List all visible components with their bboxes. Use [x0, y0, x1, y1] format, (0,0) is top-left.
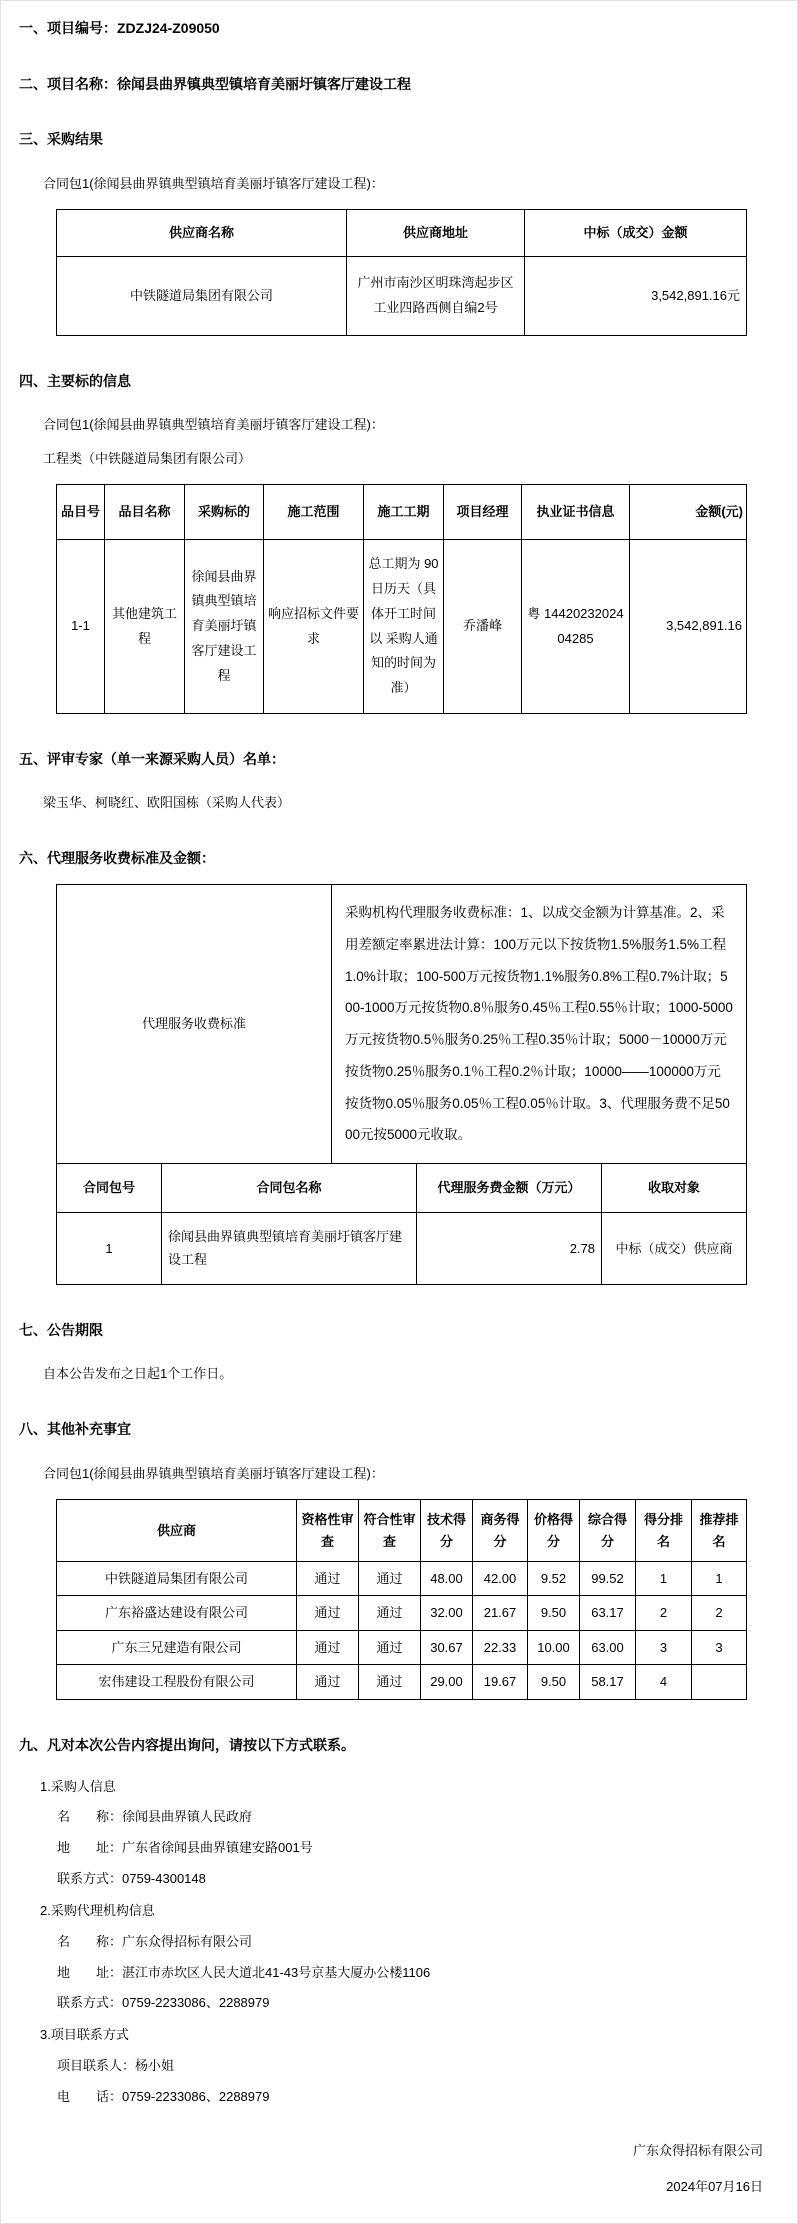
main-subject-table [56, 484, 747, 713]
subject-package-note: 合同包1(徐闻县曲界镇典型镇培育美丽圩镇客厅建设工程)： [43, 417, 384, 433]
header-item-name: 品目名称 [105, 485, 185, 540]
cell-item-name: 其他建筑工程 [105, 540, 185, 713]
table-header-row [57, 210, 747, 257]
table-row [57, 257, 747, 335]
cell-business-score: 19.67 [473, 1665, 528, 1700]
cell-total-score: 63.00 [580, 1630, 636, 1665]
cell-construction-period: 总工期为 90 日历天（具 体开工时间 以 采购人通知的时间为准） [364, 540, 444, 713]
section-project-name: 二、项目名称：徐闻县曲界镇典型镇培育美丽圩镇客厅建设工程 [19, 75, 411, 92]
header-supplier-name: 供应商名称 [57, 210, 347, 257]
cell-fee-payer: 中标（成交）供应商 [602, 1213, 747, 1285]
cell-technical-score: 29.00 [421, 1665, 473, 1700]
header-certificate-info: 执业证书信息 [522, 485, 630, 540]
agency-contact: 联系方式：0759-2233086、2288979 [57, 1995, 270, 2011]
header-technical-score: 技术得分 [421, 1500, 473, 1562]
table-row [57, 885, 747, 1164]
header-score-rank: 得分排名 [636, 1500, 692, 1562]
footer-date: 2024年07月16日 [666, 2179, 763, 2195]
header-qualification-review: 资格性审查 [297, 1500, 359, 1562]
agency-name: 名 称：广东众得招标有限公司 [57, 1933, 253, 1949]
cell-qualification-review: 通过 [297, 1561, 359, 1596]
table-row [57, 540, 747, 713]
section-procurement-result-title: 三、采购结果 [19, 131, 103, 148]
section-main-subject-title: 四、主要标的信息 [19, 372, 131, 389]
header-fee-amount: 代理服务费金额（万元） [417, 1164, 602, 1213]
cell-recommend-rank: 3 [692, 1630, 747, 1665]
section-experts-title: 五、评审专家（单一来源采购人员）名单： [19, 750, 285, 767]
cell-recommend-rank: 1 [692, 1561, 747, 1596]
cell-fee-standard-label: 代理服务收费标准 [57, 885, 332, 1164]
score-package-note: 合同包1(徐闻县曲界镇典型镇培育美丽圩镇客厅建设工程)： [43, 1465, 384, 1481]
cell-award-amount: 3,542,891.16元 [525, 257, 747, 335]
header-construction-period: 施工工期 [364, 485, 444, 540]
cell-score-rank: 1 [636, 1561, 692, 1596]
section-other-matters-title: 八、其他补充事宜 [19, 1420, 131, 1437]
cell-technical-score: 30.67 [421, 1630, 473, 1665]
cell-fee-amount: 2.78 [417, 1213, 602, 1285]
cell-technical-score: 48.00 [421, 1561, 473, 1596]
section-contact-title: 九、凡对本次公告内容提出询问，请按以下方式联系。 [19, 1736, 355, 1753]
header-business-score: 商务得分 [473, 1500, 528, 1562]
cell-construction-scope: 响应招标文件要求 [264, 540, 364, 713]
footer-company-name: 广东众得招标有限公司 [632, 2142, 763, 2158]
section-announcement-period-title: 七、公告期限 [19, 1321, 103, 1338]
cell-fee-standard-text: 采购机构代理服务收费标准：1、以成交金额为计算基准。2、采用差额定率累进法计算：100万元以下按货物1.5%服务1.5%工程1.0%计取；100-500万元按货物1.1%服务0.8%工程0.7%计取；500-1000万元按货物0.8％服务0.45％工程0.55％计取；1000-5000万元按货物0.5％服务0.25％工程0.35％计取；5000－10000万元按货物0.25％服务0.1％工程0.2％计取；10000――100000万元按货物0.05％服务0.05％工程0.05％计取。3、代理服务费不足5000元按5000元收取。 [332, 885, 747, 1164]
cell-amount: 3,542,891.16 [630, 540, 747, 713]
header-package-name: 合同包名称 [162, 1164, 417, 1213]
agency-fee-package-table [56, 1163, 747, 1285]
cell-procurement-subject: 徐闻县曲界镇典型镇培育美丽圩镇客厅建设工程 [185, 540, 264, 713]
cell-certificate-info: 粤 1442023202404285 [522, 540, 630, 713]
table-header-row [57, 1164, 747, 1213]
cell-conformity-review: 通过 [359, 1665, 421, 1700]
cell-total-score: 58.17 [580, 1665, 636, 1700]
cell-recommend-rank [692, 1665, 747, 1700]
cell-package-no: 1 [57, 1213, 162, 1285]
cell-price-score: 10.00 [528, 1630, 580, 1665]
cell-score-rank: 3 [636, 1630, 692, 1665]
cell-supplier: 广东裕盛达建设有限公司 [57, 1596, 297, 1631]
header-item-no: 品目号 [57, 485, 105, 540]
section-project-number: 一、项目编号：ZDZJ24-Z09050 [19, 20, 220, 36]
cell-conformity-review: 通过 [359, 1596, 421, 1631]
header-amount: 金额(元) [630, 485, 747, 540]
table-header-row [57, 485, 747, 540]
agency-address: 地 址：湛江市赤坎区人民大道北41-43号京基大厦办公楼1106 [57, 1964, 431, 1980]
header-supplier-address: 供应商地址 [347, 210, 525, 257]
cell-score-rank: 4 [636, 1665, 692, 1700]
cell-business-score: 21.67 [473, 1596, 528, 1631]
project-contact-phone: 电 话：0759-2233086、2288979 [57, 2088, 270, 2104]
supplier-score-table [56, 1499, 747, 1700]
cell-technical-score: 32.00 [421, 1596, 473, 1631]
cell-project-manager: 乔潘峰 [444, 540, 522, 713]
purchaser-address: 地 址：广东省徐闻县曲界镇建安路001号 [57, 1840, 313, 1856]
section-agency-fee-title: 六、代理服务收费标准及金额： [19, 849, 215, 866]
purchaser-name: 名 称：徐闻县曲界镇人民政府 [57, 1809, 253, 1825]
cell-qualification-review: 通过 [297, 1630, 359, 1665]
cell-price-score: 9.50 [528, 1596, 580, 1631]
cell-supplier: 广东三兄建造有限公司 [57, 1630, 297, 1665]
cell-price-score: 9.50 [528, 1665, 580, 1700]
table-row [57, 1213, 747, 1285]
header-procurement-subject: 采购标的 [185, 485, 264, 540]
experts-list: 梁玉华、柯晓红、欧阳国栋（采购人代表） [43, 795, 291, 811]
table-row [57, 1561, 747, 1596]
cell-supplier-address: 广州市南沙区明珠湾起步区工业四路西侧自编2号 [347, 257, 525, 335]
header-supplier: 供应商 [57, 1500, 297, 1562]
header-construction-scope: 施工范围 [264, 485, 364, 540]
cell-qualification-review: 通过 [297, 1596, 359, 1631]
table-row [57, 1630, 747, 1665]
header-award-amount: 中标（成交）金额 [525, 210, 747, 257]
cell-recommend-rank: 2 [692, 1596, 747, 1631]
cell-price-score: 9.52 [528, 1561, 580, 1596]
cell-total-score: 99.52 [580, 1561, 636, 1596]
cell-conformity-review: 通过 [359, 1630, 421, 1665]
header-conformity-review: 符合性审查 [359, 1500, 421, 1562]
cell-package-name: 徐闻县曲界镇典型镇培育美丽圩镇客厅建设工程 [162, 1213, 417, 1285]
cell-item-no: 1-1 [57, 540, 105, 713]
header-price-score: 价格得分 [528, 1500, 580, 1562]
table-row [57, 1596, 747, 1631]
header-recommend-rank: 推荐排名 [692, 1500, 747, 1562]
procurement-result-table [56, 209, 747, 335]
agency-fee-standard-table [56, 884, 747, 1164]
cell-supplier: 宏伟建设工程股份有限公司 [57, 1665, 297, 1700]
cell-supplier-name: 中铁隧道局集团有限公司 [57, 257, 347, 335]
cell-total-score: 63.17 [580, 1596, 636, 1631]
purchaser-contact: 联系方式：0759-4300148 [57, 1871, 206, 1887]
announcement-period-text: 自本公告发布之日起1个工作日。 [43, 1366, 233, 1382]
agency-info-heading: 2.采购代理机构信息 [40, 1902, 155, 1918]
purchaser-info-heading: 1.采购人信息 [40, 1778, 116, 1794]
cell-score-rank: 2 [636, 1596, 692, 1631]
cell-qualification-review: 通过 [297, 1665, 359, 1700]
header-fee-payer: 收取对象 [602, 1164, 747, 1213]
header-package-no: 合同包号 [57, 1164, 162, 1213]
cell-conformity-review: 通过 [359, 1561, 421, 1596]
header-total-score: 综合得分 [580, 1500, 636, 1562]
cell-business-score: 22.33 [473, 1630, 528, 1665]
header-project-manager: 项目经理 [444, 485, 522, 540]
table-row [57, 1665, 747, 1700]
cell-business-score: 42.00 [473, 1561, 528, 1596]
cell-supplier: 中铁隧道局集团有限公司 [57, 1561, 297, 1596]
subject-category-note: 工程类（中铁隧道局集团有限公司） [43, 450, 252, 466]
table-header-row [57, 1500, 747, 1562]
project-contact-person: 项目联系人：杨小姐 [57, 2058, 175, 2074]
project-contact-heading: 3.项目联系方式 [40, 2027, 129, 2043]
result-package-note: 合同包1(徐闻县曲界镇典型镇培育美丽圩镇客厅建设工程)： [43, 175, 384, 191]
